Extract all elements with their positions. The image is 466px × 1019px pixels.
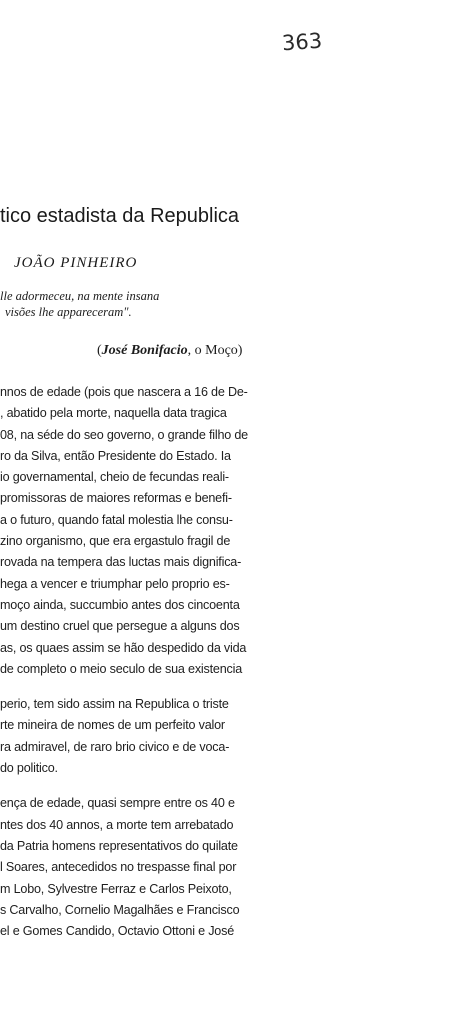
- text-line: um destino cruel que persegue a alguns dos: [0, 619, 240, 634]
- text-line: do politico.: [0, 761, 58, 776]
- text-line: ntes dos 40 annos, a morte tem arrebatado: [0, 817, 234, 832]
- text-line: hega a vencer e triumphar pelo proprio es-: [0, 576, 230, 591]
- chapter-author: JOÃO PINHEIRO: [14, 255, 138, 271]
- attribution-open: (: [97, 343, 102, 358]
- paragraph: [0, 793, 466, 942]
- text-line: zino organismo, que era ergastulo fragil de: [0, 534, 231, 549]
- text-line: rovada na tempera das luctas mais dignifica-: [0, 555, 242, 570]
- text-line: 08, na séde do seo governo, o grande filho de: [0, 427, 248, 442]
- text-line: de completo o meio seculo de sua existencia: [0, 661, 243, 676]
- text-line: rte mineira de nomes de um perfeito valor: [0, 718, 225, 733]
- text-line: io governamental, cheio de fecundas reali-: [0, 470, 229, 485]
- text-line: ro da Silva, então Presidente do Estado. Ia: [0, 448, 231, 463]
- text-line: nnos de edade (pois que nascera a 16 de De-: [0, 385, 248, 399]
- paragraph: [0, 382, 466, 680]
- text-line: m Lobo, Sylvestre Ferraz e Carlos Peixoto,: [0, 881, 232, 896]
- paragraph: [0, 694, 466, 779]
- text-line: ença de edade, quasi sempre entre os 40 e: [0, 796, 235, 811]
- chapter-title: tico estadista da Republica: [0, 205, 240, 227]
- text-line: moço ainda, succumbio antes dos cincoenta: [0, 597, 240, 612]
- page-number: 363: [281, 28, 323, 56]
- text-line: , abatido pela morte, naquella data tragica: [0, 406, 227, 421]
- epigraph: [0, 288, 159, 320]
- epigraph-line: visões lhe appareceram".: [5, 305, 132, 319]
- text-line: s Carvalho, Cornelio Magalhães e Francisco: [0, 902, 240, 917]
- attribution-rest: , o Moço): [187, 343, 243, 358]
- attribution-name: José Bonifacio: [101, 343, 188, 358]
- text-line: ra admiravel, de raro brio civico e de voca-: [0, 739, 230, 754]
- text-line: as, os quaes assim se hão despedido da vida: [0, 640, 247, 655]
- text-line: perio, tem sido assim na Republica o triste: [0, 697, 229, 712]
- epigraph-attribution: [97, 343, 242, 359]
- text-line: a o futuro, quando fatal molestia lhe consu-: [0, 512, 233, 527]
- body-text: [0, 382, 466, 942]
- epigraph-line: lle adormeceu, na mente insana: [0, 289, 160, 303]
- text-line: da Patria homens representativos do quilate: [0, 838, 238, 853]
- text-line: promissoras de maiores reformas e benefi-: [0, 491, 232, 506]
- text-line: l Soares, antecedidos no trespasse final por: [0, 860, 237, 875]
- text-line: el e Gomes Candido, Octavio Ottoni e José: [0, 924, 235, 939]
